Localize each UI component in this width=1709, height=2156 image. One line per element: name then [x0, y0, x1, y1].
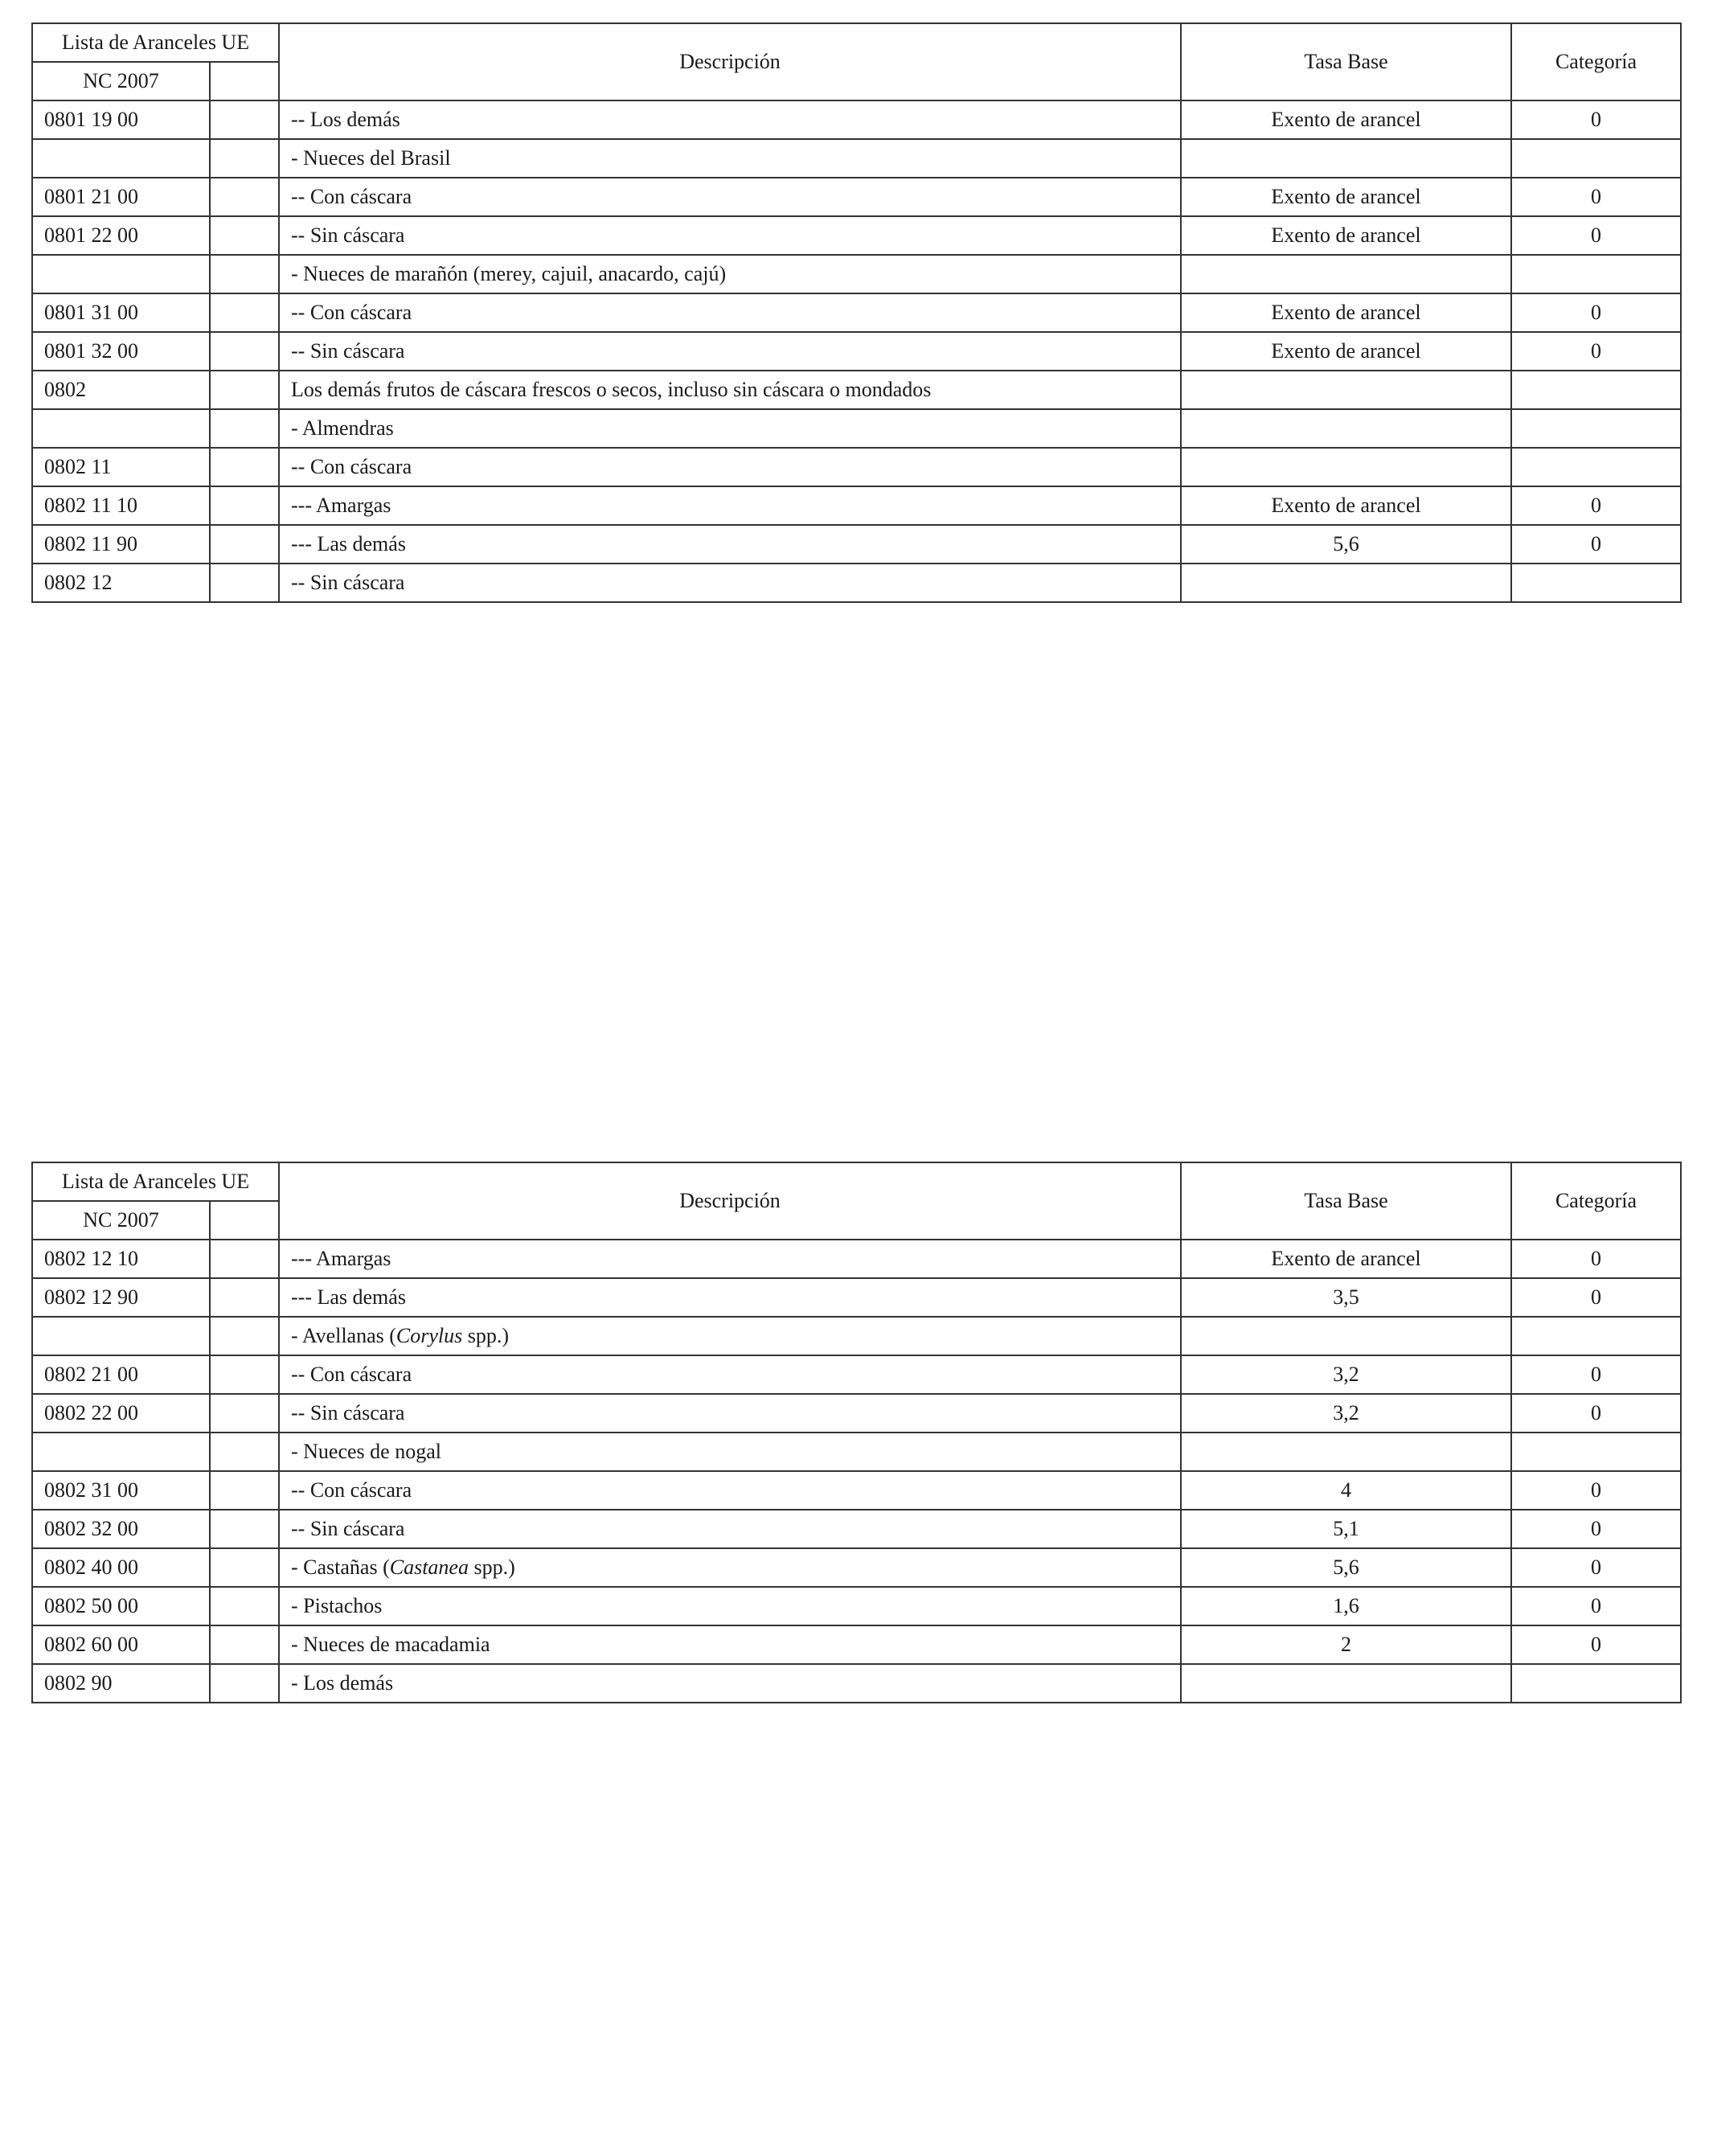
tasa-base-cell: [1181, 409, 1511, 448]
code-cell: [32, 255, 210, 293]
table-row: [32, 1317, 1681, 1355]
description-cell: -- Con cáscara: [279, 448, 1181, 486]
code-cell: 0802: [32, 371, 210, 409]
table-row: [32, 216, 1681, 255]
subcode-cell: [210, 448, 279, 486]
categoria-cell: 0: [1511, 1510, 1681, 1548]
table-row: [32, 371, 1681, 409]
table-row: [32, 1394, 1681, 1433]
description-cell: -- Sin cáscara: [279, 1510, 1181, 1548]
categoria-cell: [1511, 139, 1681, 178]
description-cell: -- Sin cáscara: [279, 216, 1181, 255]
header-categoria: Categoría: [1511, 23, 1681, 100]
subcode-cell: [210, 1664, 279, 1703]
tasa-base-cell: Exento de arancel: [1181, 332, 1511, 371]
code-cell: 0801 22 00: [32, 216, 210, 255]
description-text: - Avellanas (: [291, 1324, 396, 1347]
subcode-cell: [210, 371, 279, 409]
code-cell: 0802 12: [32, 564, 210, 602]
description-cell: -- Con cáscara: [279, 1355, 1181, 1394]
table-row: [32, 178, 1681, 216]
categoria-cell: 0: [1511, 293, 1681, 332]
code-cell: 0801 19 00: [32, 100, 210, 139]
subcode-cell: [210, 100, 279, 139]
code-cell: 0802 12 10: [32, 1240, 210, 1278]
header-categoria: Categoría: [1511, 1162, 1681, 1240]
categoria-cell: 0: [1511, 178, 1681, 216]
subcode-cell: [210, 1355, 279, 1394]
table-row: [32, 1587, 1681, 1625]
subcode-cell: [210, 1548, 279, 1587]
code-cell: 0802 50 00: [32, 1587, 210, 1625]
code-cell: [32, 409, 210, 448]
description-cell: -- Con cáscara: [279, 293, 1181, 332]
code-cell: 0801 21 00: [32, 178, 210, 216]
categoria-cell: [1511, 255, 1681, 293]
code-cell: 0802 32 00: [32, 1510, 210, 1548]
subcode-cell: [210, 293, 279, 332]
tasa-base-cell: 3,2: [1181, 1394, 1511, 1433]
table-row: [32, 525, 1681, 564]
code-cell: [32, 139, 210, 178]
tasa-base-cell: 5,6: [1181, 525, 1511, 564]
categoria-cell: [1511, 564, 1681, 602]
subcode-cell: [210, 409, 279, 448]
subcode-cell: [210, 139, 279, 178]
subcode-cell: [210, 332, 279, 371]
table-row: [32, 1433, 1681, 1471]
categoria-cell: [1511, 1433, 1681, 1471]
tasa-base-cell: Exento de arancel: [1181, 178, 1511, 216]
code-cell: 0802 31 00: [32, 1471, 210, 1510]
table-row: [32, 1548, 1681, 1587]
subcode-cell: [210, 1278, 279, 1317]
header-empty-cell: [210, 62, 279, 100]
categoria-cell: 0: [1511, 1278, 1681, 1317]
categoria-cell: 0: [1511, 1625, 1681, 1664]
subcode-cell: [210, 1471, 279, 1510]
description-cell: -- Con cáscara: [279, 178, 1181, 216]
tasa-base-cell: [1181, 448, 1511, 486]
tasa-base-cell: [1181, 1433, 1511, 1471]
description-cell: -- Los demás: [279, 100, 1181, 139]
description-cell: --- Amargas: [279, 486, 1181, 525]
tasa-base-cell: Exento de arancel: [1181, 100, 1511, 139]
code-cell: [32, 1433, 210, 1471]
tasa-base-cell: [1181, 139, 1511, 178]
categoria-cell: [1511, 448, 1681, 486]
table-row: [32, 448, 1681, 486]
subcode-cell: [210, 255, 279, 293]
categoria-cell: 0: [1511, 1548, 1681, 1587]
subcode-cell: [210, 1394, 279, 1433]
tasa-base-cell: [1181, 1664, 1511, 1703]
categoria-cell: [1511, 409, 1681, 448]
table-row: [32, 1240, 1681, 1278]
header-descripcion: Descripción: [279, 1162, 1181, 1240]
subcode-cell: [210, 1587, 279, 1625]
description-cell: - Almendras: [279, 409, 1181, 448]
description-species-name: Corylus: [395, 1324, 463, 1347]
table-row: [32, 139, 1681, 178]
header-empty-cell: [210, 1201, 279, 1240]
tasa-base-cell: Exento de arancel: [1181, 216, 1511, 255]
header-nc: NC 2007: [32, 1201, 210, 1240]
categoria-cell: 0: [1511, 1240, 1681, 1278]
tasa-base-cell: 3,5: [1181, 1278, 1511, 1317]
description-cell: - Nueces de macadamia: [279, 1625, 1181, 1664]
description-cell: -- Sin cáscara: [279, 332, 1181, 371]
description-cell: --- Las demás: [279, 525, 1181, 564]
categoria-cell: 0: [1511, 1587, 1681, 1625]
description-cell: - Nueces de marañón (merey, cajuil, anacardo, cajú): [279, 255, 1181, 293]
code-cell: 0802 11 90: [32, 525, 210, 564]
description-cell: [279, 1548, 1181, 1587]
table-row: [32, 564, 1681, 602]
table-body: [32, 100, 1681, 602]
description-cell: - Los demás: [279, 1664, 1181, 1703]
table-row: [32, 255, 1681, 293]
description-cell: [279, 1317, 1181, 1355]
code-cell: 0801 31 00: [32, 293, 210, 332]
categoria-cell: 0: [1511, 486, 1681, 525]
description-cell: -- Con cáscara: [279, 1471, 1181, 1510]
categoria-cell: 0: [1511, 216, 1681, 255]
tasa-base-cell: 3,2: [1181, 1355, 1511, 1394]
categoria-cell: 0: [1511, 332, 1681, 371]
table-row: [32, 1510, 1681, 1548]
categoria-cell: 0: [1511, 1355, 1681, 1394]
table-body: [32, 1240, 1681, 1703]
subcode-cell: [210, 525, 279, 564]
tariff-table-1: [31, 23, 1682, 603]
description-cell: - Nueces del Brasil: [279, 139, 1181, 178]
categoria-cell: [1511, 1664, 1681, 1703]
table-row: [32, 332, 1681, 371]
description-cell: - Pistachos: [279, 1587, 1181, 1625]
description-cell: - Nueces de nogal: [279, 1433, 1181, 1471]
code-cell: 0802 90: [32, 1664, 210, 1703]
table-row: [32, 486, 1681, 525]
description-cell: --- Las demás: [279, 1278, 1181, 1317]
header-descripcion: Descripción: [279, 23, 1181, 100]
header-nc: NC 2007: [32, 62, 210, 100]
subcode-cell: [210, 1433, 279, 1471]
categoria-cell: 0: [1511, 525, 1681, 564]
header-row: [32, 23, 1681, 62]
tasa-base-cell: [1181, 255, 1511, 293]
categoria-cell: [1511, 1317, 1681, 1355]
table-row: [32, 1471, 1681, 1510]
description-text: spp.): [468, 1556, 515, 1579]
tasa-base-cell: 4: [1181, 1471, 1511, 1510]
table-row: [32, 1625, 1681, 1664]
header-tasa-base: Tasa Base: [1181, 1162, 1511, 1240]
header-lista: Lista de Aranceles UE: [32, 1162, 279, 1201]
categoria-cell: 0: [1511, 100, 1681, 139]
subcode-cell: [210, 1510, 279, 1548]
code-cell: 0802 60 00: [32, 1625, 210, 1664]
tasa-base-cell: 5,1: [1181, 1510, 1511, 1548]
code-cell: 0802 11 10: [32, 486, 210, 525]
tasa-base-cell: Exento de arancel: [1181, 486, 1511, 525]
tasa-base-cell: 1,6: [1181, 1587, 1511, 1625]
code-cell: [32, 1317, 210, 1355]
code-cell: 0801 32 00: [32, 332, 210, 371]
code-cell: 0802 40 00: [32, 1548, 210, 1587]
code-cell: 0802 21 00: [32, 1355, 210, 1394]
header-lista: Lista de Aranceles UE: [32, 23, 279, 62]
description-cell: Los demás frutos de cáscara frescos o secos, incluso sin cáscara o mondados: [279, 371, 1181, 409]
tasa-base-cell: 2: [1181, 1625, 1511, 1664]
table-row: [32, 1664, 1681, 1703]
header-tasa-base: Tasa Base: [1181, 23, 1511, 100]
subcode-cell: [210, 564, 279, 602]
description-species-name: Castanea: [389, 1556, 469, 1579]
table-row: [32, 100, 1681, 139]
categoria-cell: 0: [1511, 1394, 1681, 1433]
header-row: [32, 1162, 1681, 1201]
table-row: [32, 1355, 1681, 1394]
tariff-table-2: [31, 1162, 1682, 1703]
description-cell: -- Sin cáscara: [279, 564, 1181, 602]
code-cell: 0802 22 00: [32, 1394, 210, 1433]
subcode-cell: [210, 1625, 279, 1664]
tasa-base-cell: [1181, 564, 1511, 602]
description-text: - Castañas (: [291, 1556, 390, 1579]
description-cell: -- Sin cáscara: [279, 1394, 1181, 1433]
tasa-base-cell: Exento de arancel: [1181, 1240, 1511, 1278]
categoria-cell: 0: [1511, 1471, 1681, 1510]
table-row: [32, 293, 1681, 332]
description-text: spp.): [462, 1324, 510, 1347]
categoria-cell: [1511, 371, 1681, 409]
code-cell: 0802 11: [32, 448, 210, 486]
tasa-base-cell: 5,6: [1181, 1548, 1511, 1587]
table-row: [32, 1278, 1681, 1317]
table-row: [32, 409, 1681, 448]
subcode-cell: [210, 486, 279, 525]
tasa-base-cell: [1181, 371, 1511, 409]
subcode-cell: [210, 178, 279, 216]
tasa-base-cell: [1181, 1317, 1511, 1355]
description-cell: --- Amargas: [279, 1240, 1181, 1278]
subcode-cell: [210, 216, 279, 255]
code-cell: 0802 12 90: [32, 1278, 210, 1317]
subcode-cell: [210, 1240, 279, 1278]
subcode-cell: [210, 1317, 279, 1355]
tasa-base-cell: Exento de arancel: [1181, 293, 1511, 332]
